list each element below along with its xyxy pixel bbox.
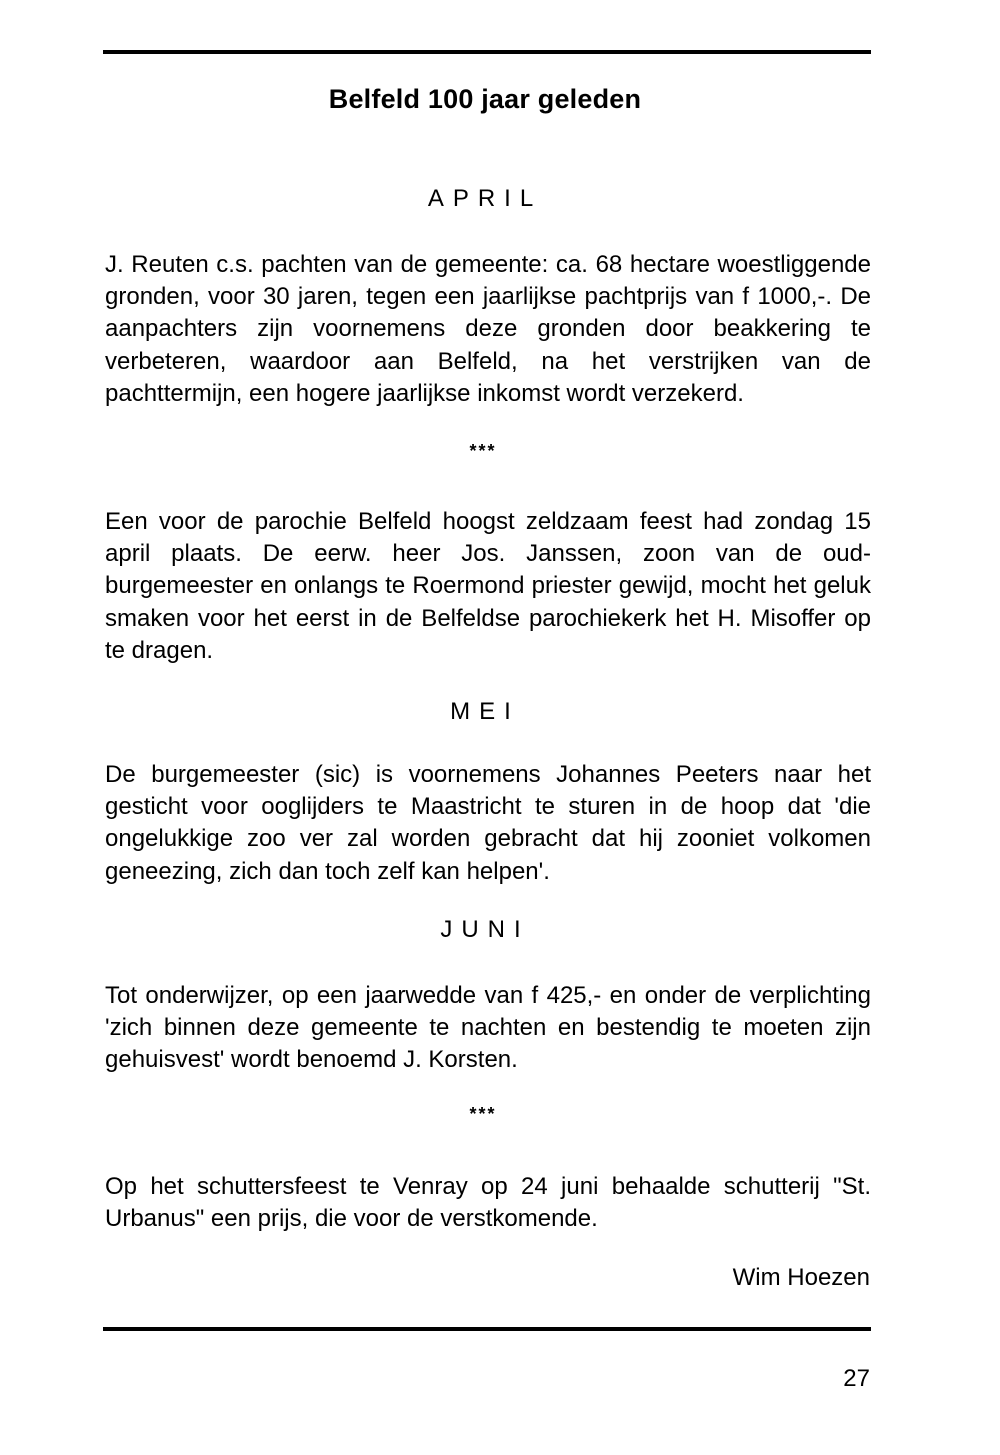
section-separator: ***	[469, 1104, 497, 1124]
page-number: 27	[843, 1365, 870, 1392]
month-heading-april: APRIL	[427, 185, 543, 212]
section-separator: ***	[469, 441, 497, 461]
bottom-rule	[103, 1327, 871, 1331]
paragraph-april-lease: J. Reuten c.s. pachten van de gemeente: ca. 68 hectare woestliggende gronden, voor 30 jaren, tegen een jaarlijkse pachtprijs van f 1000,-. De aanpachters zijn voornemens deze gronden door beakkering te verbeteren, waardoor aan Belfeld, na het verstrijken van de pachttermijn, een hogere jaarlijkse inkomst wordt verzekerd.	[105, 251, 871, 407]
top-rule	[103, 50, 871, 54]
month-heading-mei: MEI	[450, 698, 520, 725]
author-name: Wim Hoezen	[732, 1264, 870, 1291]
article-title: Belfeld 100 jaar geleden	[328, 84, 642, 114]
paragraph-april-feast: Een voor de parochie Belfeld hoogst zeldzaam feest had zondag 15 april plaats. De eerw. heer Jos. Janssen, zoon van de oud-burgemeester en onlangs te Roermond priester gewijd, mocht het geluk smaken voor het eerst in de Belfeldse parochiekerk het H. Misoffer op te dragen.	[105, 508, 871, 664]
paragraph-mei: De burgemeester (sic) is voornemens Johannes Peeters naar het gesticht voor ooglijders te Maastricht te sturen in de hoop dat 'die ongelukkige zoo ver zal worden gebracht dat hij zooniet volkomen geneezing, zich dan toch zelf kan helpen'.	[105, 761, 871, 885]
paragraph-juni-schutterij: Op het schuttersfeest te Venray op 24 juni behaalde schutterij "St. Urbanus" een prijs, die voor de verstkomende.	[105, 1173, 871, 1233]
paragraph-juni-teacher: Tot onderwijzer, op een jaarwedde van f 425,- en onder de verplichting 'zich binnen deze gemeente te nachten en bestendig te moeten zijn gehuisvest' wordt benoemd J. Korsten.	[105, 982, 871, 1074]
month-heading-juni: JUNI	[440, 916, 530, 943]
